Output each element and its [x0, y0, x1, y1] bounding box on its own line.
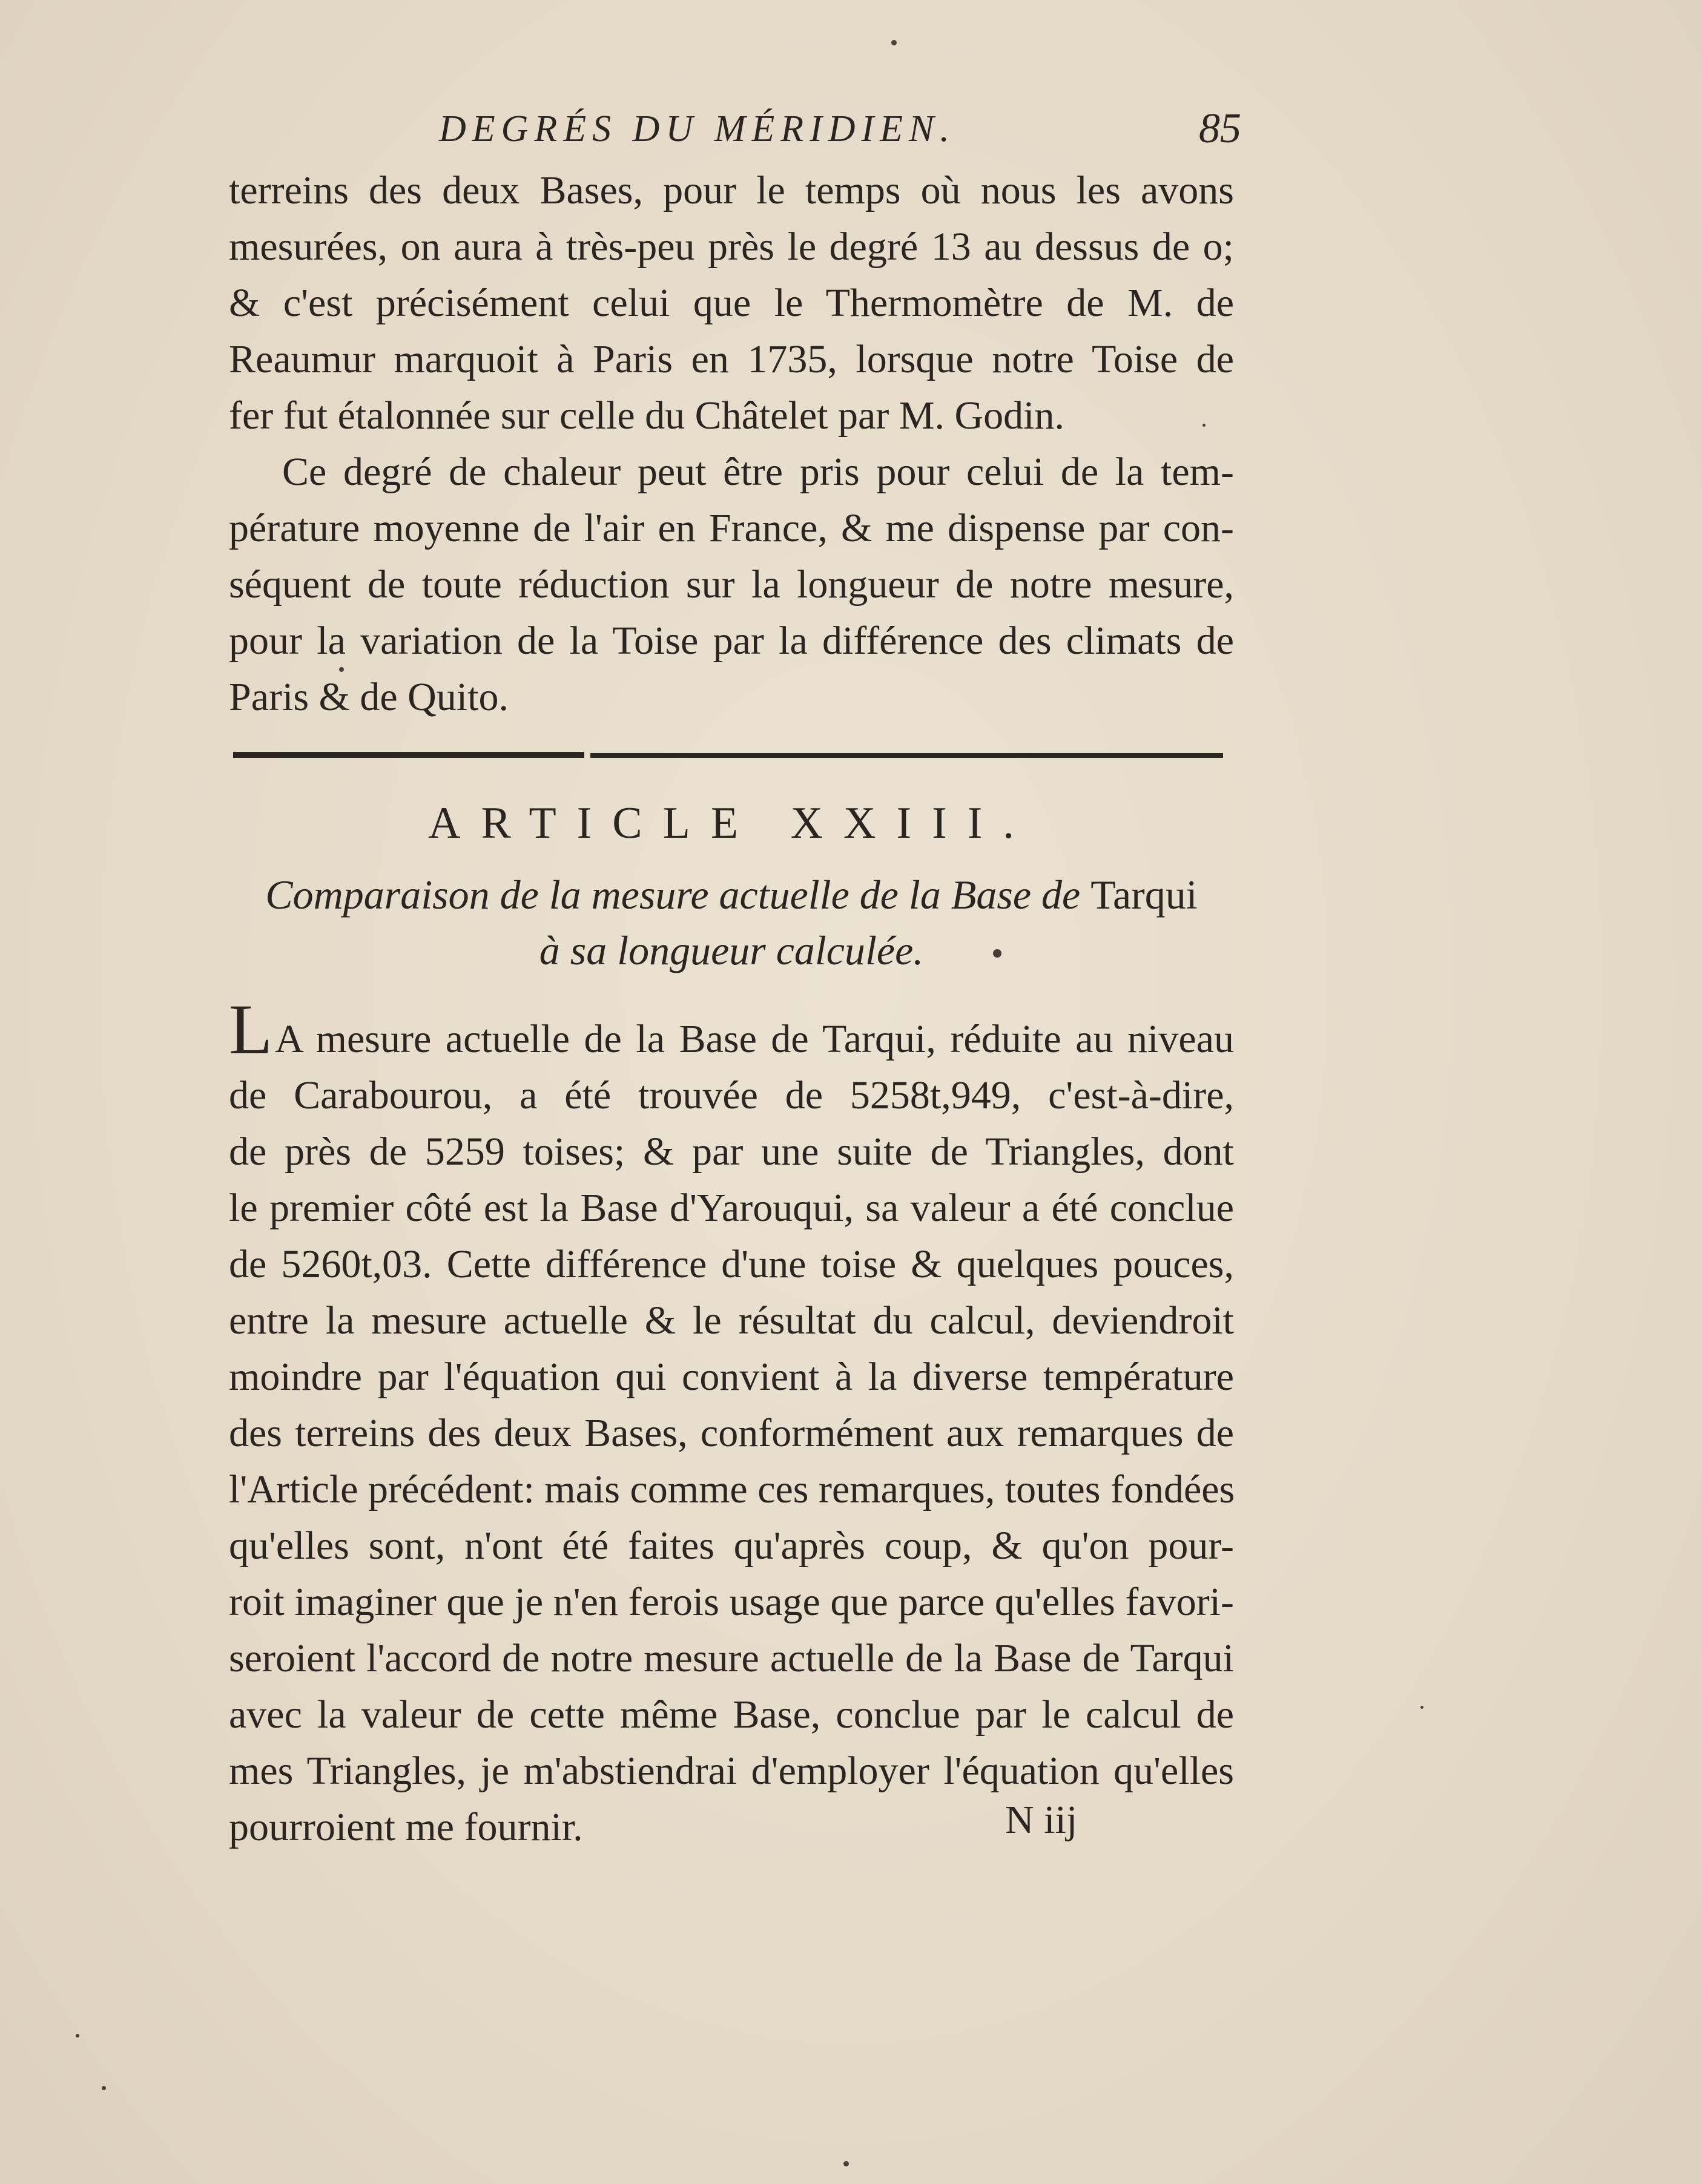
text-line: terreins des deux Bases, pour le temps où nous les avons — [229, 168, 1234, 212]
rule-segment — [233, 752, 584, 758]
text-line: de près de 5259 toises; & par une suite de Triangles, dont — [229, 1130, 1234, 1174]
paper-speck — [1202, 424, 1206, 427]
paper-speck — [891, 40, 897, 45]
text-line: entre la mesure actuelle & le résultat du calcul, deviendroit — [229, 1298, 1234, 1343]
text-line: séquent de toute réduction sur la longueur de notre mesure, — [229, 562, 1234, 607]
text-line: avec la valeur de cette même Base, conclue par le calcul de — [229, 1692, 1234, 1737]
paper-speck — [1420, 1706, 1423, 1709]
page-header — [224, 102, 1241, 156]
text-line: fer fut étalonnée sur celle du Châtelet par M. Godin. — [229, 393, 1065, 438]
text-line: de Carabourou, a été trouvée de 5258t,949, c'est-à-dire, — [229, 1073, 1234, 1117]
paper-speck — [843, 2161, 849, 2166]
text-line: qu'elles sont, n'ont été faites qu'après coup, & qu'on pour- — [229, 1524, 1234, 1568]
text-line: seroient l'accord de notre mesure actuelle de la Base de Tarqui — [229, 1636, 1234, 1680]
text-line: roit imaginer que je n'en ferois usage que parce qu'elles favori- — [229, 1580, 1234, 1624]
text-line: le premier côté est la Base d'Yarouqui, sa valeur a été conclue — [229, 1186, 1234, 1230]
paragraph-2 — [229, 444, 1234, 725]
text-line: moindre par l'équation qui convient à la diverse température — [229, 1355, 1234, 1399]
subtitle-line-2: à sa longueur calculée. — [539, 927, 924, 973]
signature-mark: N iij — [1005, 1798, 1078, 1842]
text-line: A mesure actuelle de la Base de Tarqui, réduite au niveau — [275, 1017, 1234, 1061]
text-line: & c'est précisément celui que le Thermomètre de M. de — [229, 281, 1234, 325]
page-number: 85 — [1199, 105, 1241, 152]
running-title: DEGRÉS DU MÉRIDIEN. — [439, 108, 955, 150]
text-line: Ce degré de chaleur peut être pris pour celui de la tem- — [282, 450, 1234, 494]
text-line: pourroient me fournir. — [229, 1805, 583, 1849]
subtitle-place-name: Tarqui — [1090, 872, 1198, 918]
paper-speck — [993, 949, 1001, 958]
paper-speck — [339, 667, 344, 672]
article-subtitle — [229, 867, 1234, 978]
subtitle-line-1 — [229, 867, 1234, 923]
text-line-first — [229, 990, 1234, 1069]
section-divider-rule — [233, 752, 1223, 760]
drop-cap: L — [229, 990, 273, 1069]
paragraph-1 — [229, 162, 1234, 444]
rule-segment — [590, 753, 1223, 758]
text-line: l'Article précédent: mais comme ces remarques, toutes fondées — [229, 1467, 1235, 1511]
article-heading: ARTICLE XXIII. — [428, 798, 1035, 848]
text-line: Reaumur marquoit à Paris en 1735, lorsque notre Toise de — [229, 337, 1234, 381]
text-line: Paris & de Quito. — [229, 675, 509, 719]
paper-speck — [102, 2086, 106, 2090]
text-line: mesurées, on aura à très-peu près le degré 13 au dessus de o; — [229, 225, 1234, 269]
subtitle-text: Comparaison de la mesure actuelle de la Base de — [265, 872, 1091, 918]
paragraph-3 — [229, 990, 1235, 1855]
text-line: pérature moyenne de l'air en France, & me dispense par con- — [229, 506, 1234, 550]
text-line: de 5260t,03. Cette différence d'une toise & quelques pouces, — [229, 1242, 1234, 1286]
text-line: des terreins des deux Bases, conformément aux remarques de — [229, 1411, 1234, 1455]
paper-speck — [76, 2034, 79, 2038]
text-line: mes Triangles, je m'abstiendrai d'employer l'équation qu'elles — [229, 1749, 1234, 1793]
text-line: pour la variation de la Toise par la différence des climats de — [229, 619, 1234, 663]
